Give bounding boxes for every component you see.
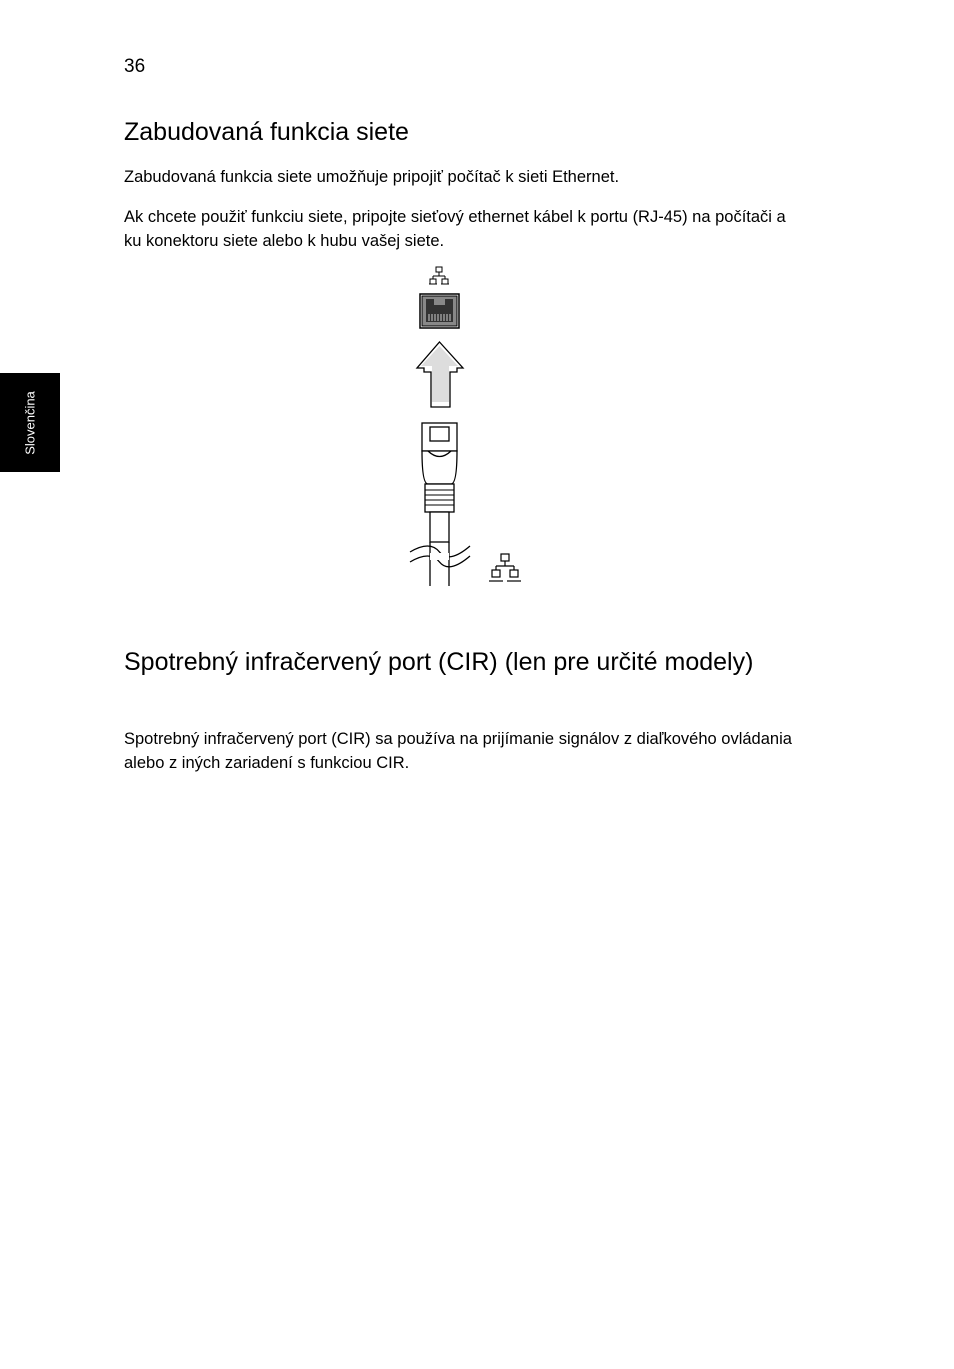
page-number: 36 [124,56,146,77]
network-icon [489,554,521,581]
language-label: Slovenčina [22,391,38,455]
ethernet-connection-illustration [400,262,540,592]
cir-description-text: Spotrebný infračervený port (CIR) sa používa na prijímanie signálov z diaľkového ovládania alebo z iných zariadení s funkciou CIR. [124,730,792,772]
rj45-port-icon [420,294,459,328]
ethernet-plug-icon [410,423,470,586]
network-intro-text: Zabudovaná funkcia siete umožňuje pripojiť počítač k sieti Ethernet. [124,168,620,186]
language-side-tab [0,373,60,472]
section-title-cir: Spotrebný infračervený port (CIR) (len pre určité modely) [124,648,754,676]
network-instructions-text: Ak chcete použiť funkciu siete, pripojte sieťový ethernet kábel k portu (RJ-45) na počítači a ku konektoru siete alebo k hubu vašej siete. [124,208,786,250]
network-icon [429,267,449,284]
section-title-network: Zabudovaná funkcia siete [124,118,409,146]
up-arrow-icon [417,342,463,407]
